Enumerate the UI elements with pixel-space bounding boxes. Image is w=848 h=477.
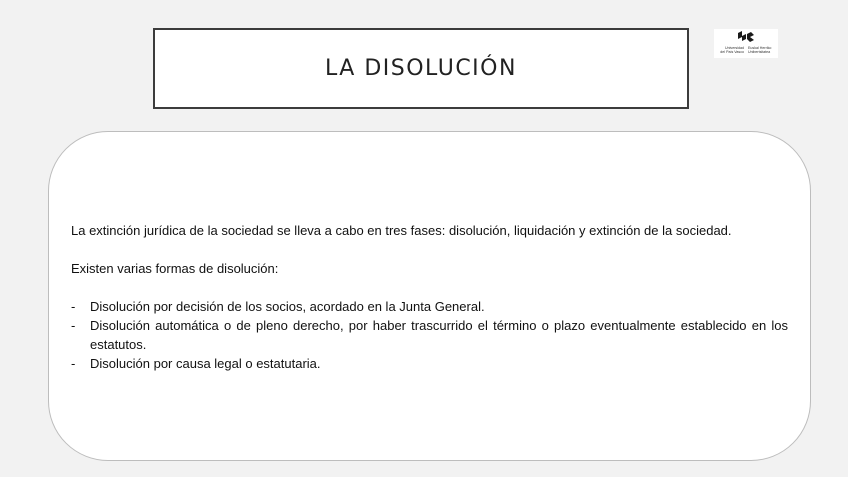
logo-text-line: Universidad (725, 46, 744, 50)
title-box (153, 28, 689, 109)
logo-text-line: Unibertsitatea (748, 50, 771, 54)
logo-text-spanish (716, 46, 744, 54)
list-bullet: - (71, 318, 76, 333)
list-item-text: Disolución por causa legal o estatutaria. (90, 356, 321, 371)
list-item (71, 316, 788, 354)
logo-text-basque (748, 46, 778, 54)
list-item (71, 297, 788, 316)
logo-text-line: Euskal Herriko (748, 46, 772, 50)
list-item-text: Disolución automática o de pleno derecho, por haber trascurrido el término o plazo eventualmente establecido en los estatutos. (90, 318, 788, 352)
list-bullet: - (71, 299, 76, 314)
university-logo-icon (737, 30, 755, 44)
list-bullet: - (71, 356, 76, 371)
intro-paragraph: La extinción jurídica de la sociedad se lleva a cabo en tres fases: disolución, liquidación y extinción de la sociedad. (71, 223, 732, 238)
dissolution-forms-list (71, 297, 788, 373)
forms-heading: Existen varias formas de disolución: (71, 261, 279, 276)
slide-title: LA DISOLUCIÓN (325, 56, 517, 81)
logo-text-line: del País Vasco (720, 50, 744, 54)
list-item (71, 354, 788, 373)
list-item-text: Disolución por decisión de los socios, acordado en la Junta General. (90, 299, 485, 314)
university-logo (714, 29, 778, 58)
content-text (71, 221, 788, 373)
